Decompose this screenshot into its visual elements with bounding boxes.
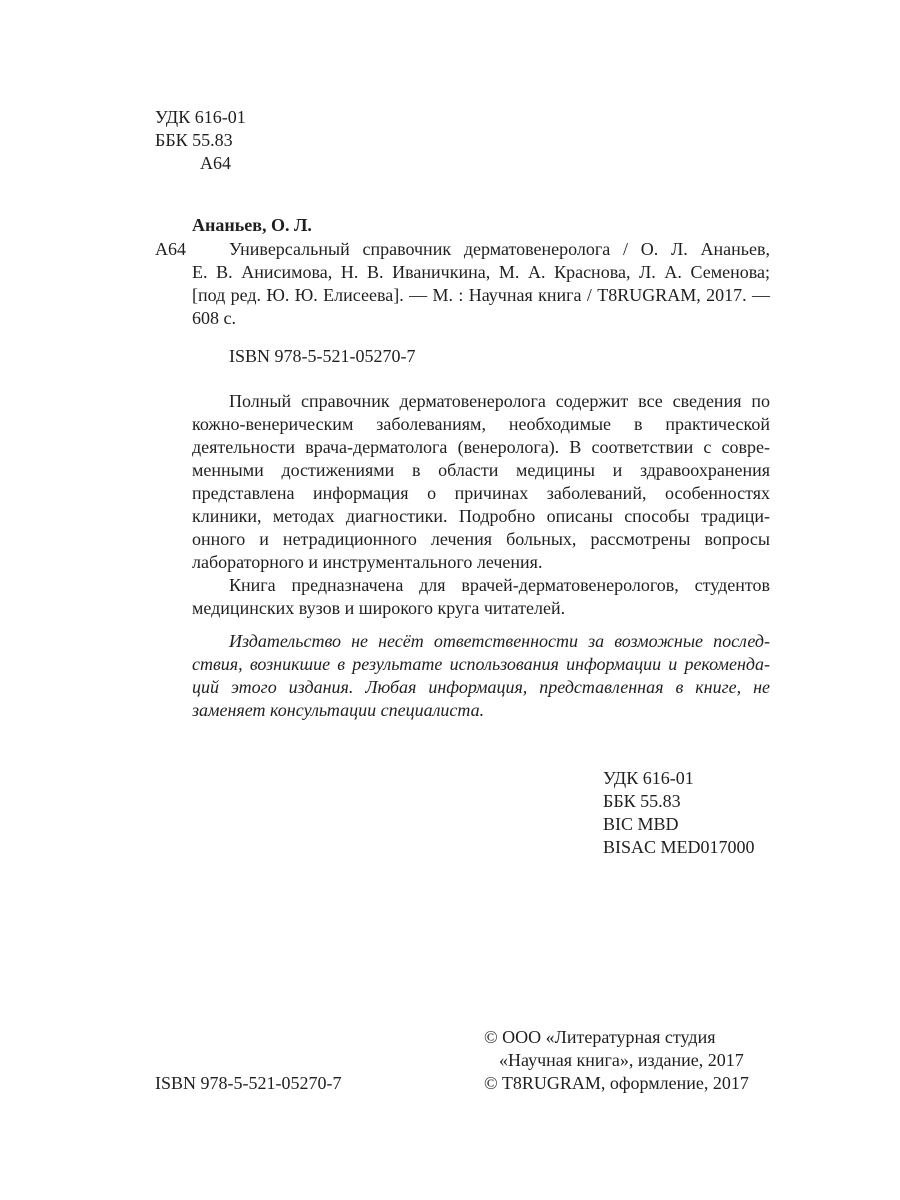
bib-line: [под ред. Ю. Ю. Елисеева]. — М. : Научная книга / T8RUGRAM, 2017. —	[192, 285, 770, 305]
author-name: Ананьев, О. Л.	[192, 215, 312, 235]
isbn-record: ISBN 978-5-521-05270-7	[229, 346, 416, 366]
copyright-edition: «Научная книга», издание, 2017	[499, 1050, 744, 1070]
annotation-line: менными достижениями в области медицины и здравоохранения	[192, 460, 770, 480]
annotation-line: медицинских вузов и широкого круга читателей.	[192, 598, 566, 618]
disclaimer-line: заменяет консультации специалиста.	[192, 700, 485, 720]
author-code: А64	[155, 239, 186, 259]
bib-line: Е. В. Анисимова, Н. В. Иваничкина, М. А. Краснова, Л. А. Семенова;	[192, 262, 770, 282]
bib-line: Универсальный справочник дерматовенеролога / О. Л. Ананьев,	[229, 239, 770, 259]
disclaimer-line: ствия, возникшие в результате использования информации и рекоменда-	[192, 654, 770, 674]
annotation-line: Полный справочник дерматовенеролога содержит все сведения по	[229, 391, 770, 411]
annotation-line: онного и нетрадиционного лечения больных, рассмотрены вопросы	[192, 529, 770, 549]
disclaimer-line: ций этого издания. Любая информация, представленная в книге, не	[192, 677, 770, 697]
annotation-line: деятельности врача-дерматолога (венеролога). В соответствии с совре-	[192, 437, 770, 457]
copyright-design: © T8RUGRAM, оформление, 2017	[484, 1073, 749, 1093]
udk-bottom: УДК 616-01	[603, 768, 694, 788]
annotation-line: Книга предназначена для врачей-дерматовенерологов, студентов	[229, 575, 770, 595]
bisac-code: BISAC MED017000	[603, 837, 755, 857]
udk-top: УДК 616-01	[155, 107, 246, 127]
bic-code: BIC MBD	[603, 814, 679, 834]
annotation	[192, 390, 770, 620]
bbk-top: ББК 55.83	[155, 130, 233, 150]
annotation-line: кожно-венерическим заболеваниям, необходимые в практической	[192, 414, 770, 434]
annotation-line: представлена информация о причинах заболеваний, особенностях	[192, 483, 770, 503]
bbk-bottom: ББК 55.83	[603, 791, 681, 811]
annotation-line: лабораторного и инструментального лечения.	[192, 552, 543, 572]
bibliographic-description	[192, 238, 770, 330]
bib-line: 608 с.	[192, 308, 236, 328]
disclaimer	[192, 630, 770, 722]
copyright-publisher: © ООО «Литературная студия	[484, 1027, 716, 1047]
author-code-top: А64	[200, 153, 231, 173]
isbn-footer: ISBN 978-5-521-05270-7	[155, 1073, 342, 1093]
disclaimer-line: Издательство не несёт ответственности за возможные послед-	[229, 631, 770, 651]
annotation-line: клиники, методах диагностики. Подробно описаны способы традици-	[192, 506, 770, 526]
